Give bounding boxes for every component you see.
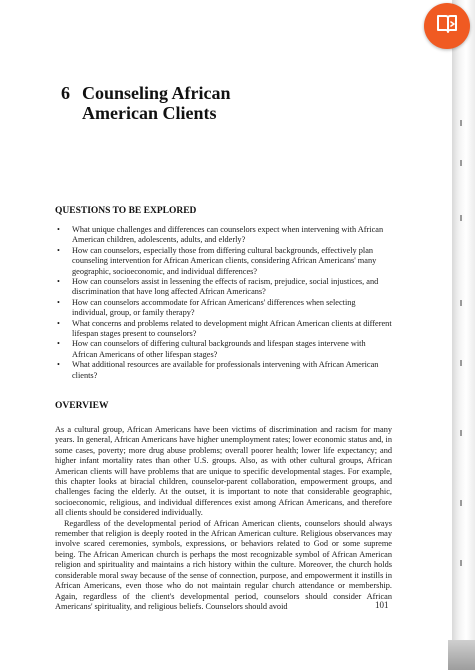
page-number: 101 xyxy=(375,600,389,610)
edge-mark xyxy=(460,160,462,166)
page-corner-shadow xyxy=(448,640,475,670)
edge-mark xyxy=(460,560,462,566)
overview-body xyxy=(55,425,392,612)
questions-list xyxy=(55,225,392,381)
chapter-title-line-2: American Clients xyxy=(82,103,217,123)
overview-heading: OVERVIEW xyxy=(55,401,109,411)
question-item: • What additional resources are available for professionals intervening with African American clients? xyxy=(55,360,392,381)
edge-mark xyxy=(460,360,462,366)
page-edge-strip xyxy=(452,0,475,670)
question-item: • How can counselors accommodate for African Americans' differences when selecting individual, group, or family therapy? xyxy=(55,298,392,319)
overview-paragraph: Regardless of the developmental period of African American clients, counselors should always remember that religion is deeply rooted in the African American culture. Religious observances may involve scared ceremonies, symbols, expressions, or behaviors related to God or some supreme being. The African American church is perhaps the most recognizable symbol of African American religion and spirituality and maintains a rich history within the culture. Moreover, the church holds considerable moral sway because of the sense of connection, purpose, and empowerment it instills in African Americans, even those who do not maintain regular church attendance or membership. Again, regardless of the client's developmental period, counselors should consider African Americans' spirituality, and religious beliefs. Counselors should avoid xyxy=(55,518,392,611)
overview-paragraph: As a cultural group, African Americans have been victims of discrimination and racism for many years. In general, African Americans have higher unemployment rates; lower economic status and, in some cases, poverty; more drug abuse problems; overall poorer health; lower life expectancy; and higher infant mortality rates than other U.S. groups. Also, as with other cultural groups, African American clients will have problems that are unique to specific developmental stages. For example, this chapter looks at biracial children, counselor-parent collaboration, empowerment groups, and challenges facing the elderly. At the outset, it is important to note that considerable geographic, socioeconomic, religious, and individual differences exist among African Americans, and therefore all clients should be considered individually. xyxy=(55,425,392,518)
chapter-title-line-1: Counseling African xyxy=(82,83,231,103)
book-open-icon xyxy=(434,11,460,42)
question-item: • What concerns and problems related to development might African American clients at different lifespan stages present to counselors? xyxy=(55,319,392,340)
edge-mark xyxy=(460,430,462,436)
reader-button[interactable] xyxy=(424,3,470,49)
edge-mark xyxy=(460,300,462,306)
edge-mark xyxy=(460,120,462,126)
questions-heading: QUESTIONS TO BE EXPLORED xyxy=(55,206,197,216)
question-item: • What unique challenges and differences can counselors expect when intervening with African American children, adolescents, adults, and elderly? xyxy=(55,225,392,246)
chapter-number: 6 xyxy=(61,83,70,103)
edge-mark xyxy=(460,500,462,506)
question-item: • How can counselors of differing cultural backgrounds and lifespan stages intervene with African Americans of other lifespan stages? xyxy=(55,339,392,360)
edge-mark xyxy=(460,215,462,221)
question-item: • How can counselors assist in lessening the effects of racism, prejudice, social injustices, and discrimination that have long affected African Americans? xyxy=(55,277,392,298)
question-item: • How can counselors, especially those from differing cultural backgrounds, effectively plan counseling intervention for African American clients, considering African Americans' many geographic, socioeconomic, and individual differences? xyxy=(55,246,392,277)
